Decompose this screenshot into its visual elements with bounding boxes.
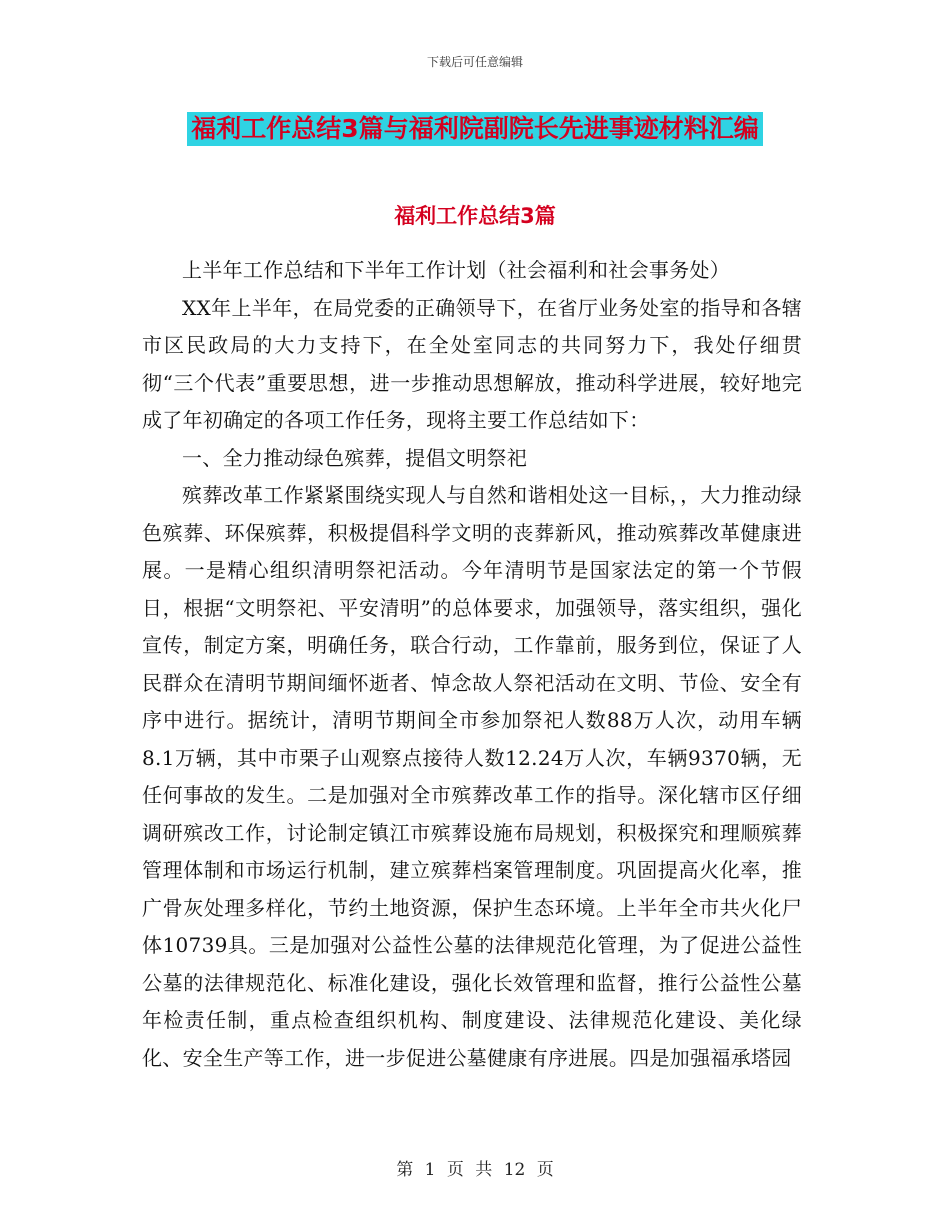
page-number: 第 1 页 共 12 页 (396, 1160, 554, 1180)
paragraph-funeral-reform: 殡葬改革工作紧紧围绕实现人与自然和谐相处这一目标，，大力推动绿色殡葬、环保殡葬，积极提倡科学文明的丧葬新风，推动殡葬改革健康进展。一是精心组织清明祭祀活动。今年清明节是国家法定的第一个节假日，根据“文明祭祀、平安清明”的总体要求，加强领导，落实组织，强化宣传，制定方案，明确任务，联合行动，工作靠前，服务到位，保证了人民群众在清明节期间缅怀逝者、悼念故人祭祀活动在文明、节俭、安全有序中进行。据统计，清明节期间全市参加祭祀人数88万人次，动用车辆8.1万辆，其中市栗子山观察点接待人数12.24万人次，车辆9370辆，无任何事故的发生。二是加强对全市殡葬改革工作的指导。深化辖市区仔细调研殡改工作，讨论制定镇江市殡葬设施布局规划，积极探究和理顺殡葬管理体制和市场运行机制，建立殡葬档案管理制度。巩固提高火化率，推广骨灰处理多样化，节约土地资源，保护生态环境。上半年全市共火化尸体10739具。三是加强对公益性公墓的法律规范化管理，为了促进公益性公墓的法律规范化、标准化建设，强化长效管理和监督，推行公益性公墓年检责任制，重点检查组织机构、制度建设、法律规范化建设、美化绿化、安全生产等工作，进一步促进公墓健康有序进展。四是加强福承塔园 (142, 483, 802, 1070)
document-body (142, 252, 802, 1077)
paragraph-heading-1: 一、全力推动绿色殡葬，提倡文明祭祀 (182, 445, 528, 470)
paragraph-intro: XX年上半年，在局党委的正确领导下，在省厅业务处室的指导和各辖市区民政局的大力支持下，在全处室同志的共同努力下，我处仔细贯彻“三个代表”重要思想，进一步推动思想解放，推动科学进展，较好地完成了年初确定的各项工作任务，现将主要工作总结如下： (142, 295, 802, 432)
section-title: 福利工作总结3篇 (394, 204, 556, 228)
page-header-note: 下载后可任意编辑 (426, 55, 523, 69)
document-title-container (0, 112, 950, 146)
document-title: 福利工作总结3篇与福利院副院长先进事迹材料汇编 (187, 112, 762, 146)
paragraph-subtitle: 上半年工作总结和下半年工作计划（社会福利和社会事务处） (182, 258, 731, 282)
